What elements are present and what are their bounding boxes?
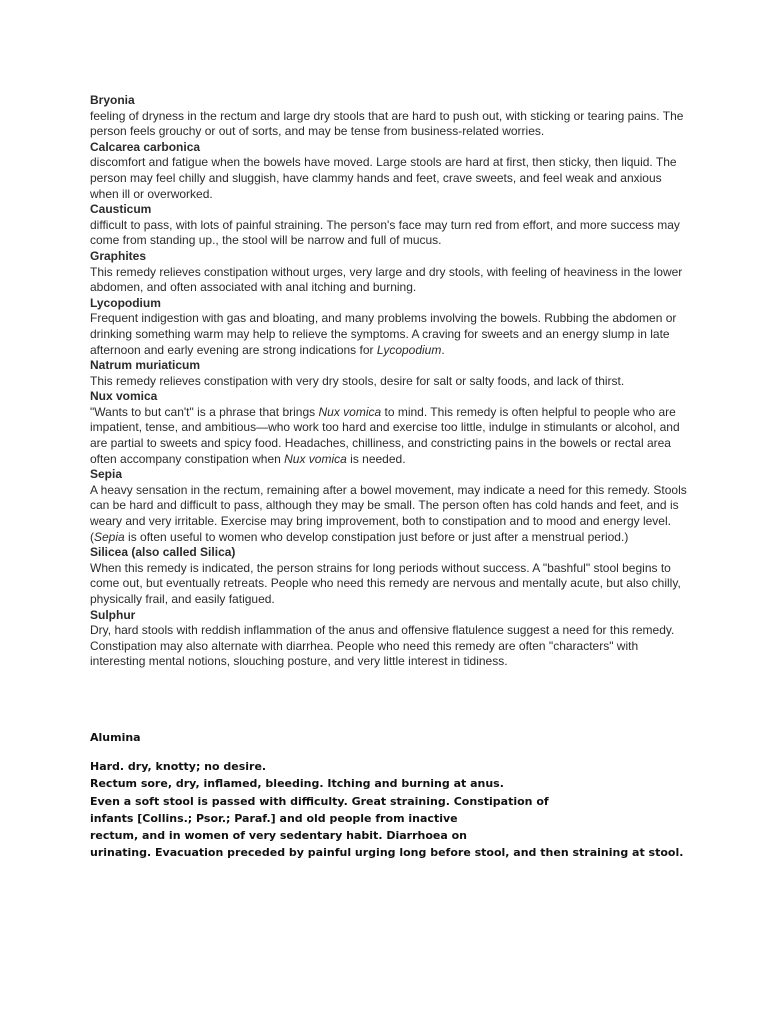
description-text: to mind. This remedy is often helpful to people who are impatient, tense, and ambitious—who work too hard and exercise too little, indulge in stimulants or alcohol, and are partial to sweets and spicy food. Headaches, chilliness, and constricting pains in the bowels or rectal area often accompany constipation when	[90, 404, 680, 466]
remedy-description: Dry, hard stools with reddish inflammation of the anus and offensive flatulence suggest a need for this remedy. Constipation may also alternate with diarrhea. People who need this remedy are often "characters" with interesting mental notions, slouching posture, and very little interest in tidiness.	[90, 623, 675, 669]
description-text: "Wants to but can't" is a phrase that brings	[90, 404, 319, 419]
remedy-name: Graphites	[90, 248, 147, 263]
alumina-line: Hard. dry, knotty; no desire.	[90, 760, 267, 773]
remedy-description: When this remedy is indicated, the person strains for long periods without success. A "bashful" stool begins to come out, but eventually retreats. People who need this remedy are nervous and mentally acute, but also chilly, physically frail, and easily fatigued.	[90, 560, 681, 606]
remedy-name-italic: Nux vomica	[284, 451, 347, 466]
remedy-name-italic: Sepia	[94, 529, 125, 544]
remedy-description	[90, 405, 690, 467]
remedy-entry-causticum	[90, 202, 690, 249]
remedy-name: Bryonia	[90, 93, 135, 107]
alumina-line: rectum, and in women of very sedentary habit. Diarrhoea on	[90, 829, 467, 843]
remedy-name: Causticum	[90, 202, 152, 217]
alumina-line: Even a soft stool is passed with difficulty. Great straining. Constipation of	[90, 794, 549, 808]
remedy-entry-sulphur	[90, 608, 690, 670]
remedy-entry-sepia	[90, 467, 690, 545]
alumina-line: infants [Collins.; Psor.; Paraf.] and old people from inactive	[90, 811, 458, 825]
description-text: .	[441, 342, 445, 357]
remedy-name: Nux vomica	[90, 389, 158, 404]
remedy-name: Calcarea carbonica	[90, 139, 201, 154]
remedy-entry-bryonia	[90, 93, 690, 140]
description-text: is often useful to women who develop constipation just before or just after a menstrual period.)	[124, 529, 629, 544]
remedy-description: discomfort and fatigue when the bowels have moved. Large stools are hard at first, then sticky, then liquid. The person may feel chilly and sluggish, have clammy hands and feet, crave sweets, and feel weak and anxious when ill or overworked.	[90, 155, 677, 201]
remedy-entry-lycopodium	[90, 296, 690, 358]
remedy-name: Natrum muriaticum	[90, 358, 201, 373]
remedy-name: Silicea (also called Silica)	[90, 545, 236, 560]
description-text: is needed.	[346, 451, 406, 466]
description-text: Frequent indigestion with gas and bloating, and many problems involving the bowels. Rubbing the abdomen or drinking something warm may help to relieve the symptoms. A craving for sweets and an energy slump in late afternoon and early evening are strong indications for	[90, 311, 677, 357]
remedy-name: Lycopodium	[90, 295, 161, 310]
alumina-heading: Alumina	[90, 731, 141, 744]
remedy-description: This remedy relieves constipation without urges, very large and dry stools, with feeling of heaviness in the lower abdomen, and often associated with anal itching and burning.	[90, 264, 683, 295]
remedy-entry-calcarea-carbonica	[90, 140, 690, 202]
remedy-entry-natrum-muriaticum	[90, 358, 690, 389]
remedy-list	[90, 93, 690, 670]
remedy-name-italic: Nux vomica	[318, 404, 382, 419]
description-text: A heavy sensation in the rectum, remaining after a bowel movement, may indicate a need for this remedy. Stools can be hard and difficult to pass, although they may be small. The person often has cold hands and feet, and is weary and very irritable. Exercise may bring improvement, both to constipation and to mood and energy level. (	[90, 482, 687, 544]
alumina-line: Rectum sore, dry, inflamed, bleeding. Itching and burning at anus.	[90, 777, 504, 791]
remedy-entry-graphites	[90, 249, 690, 296]
remedy-description: feeling of dryness in the rectum and large dry stools that are hard to push out, with sticking or tearing pains. The person feels grouchy or out of sorts, and may be tense from business-related worries.	[90, 108, 684, 139]
remedy-name: Sepia	[90, 467, 123, 482]
remedy-entry-silicea	[90, 545, 690, 607]
remedy-name-italic: Lycopodium	[376, 342, 442, 357]
remedy-description: difficult to pass, with lots of painful straining. The person's face may turn red from effort, and more success may come from standing up., the stool will be narrow and full of mucus.	[90, 217, 680, 248]
remedy-name: Sulphur	[90, 607, 136, 622]
alumina-section	[90, 731, 690, 862]
alumina-line: urinating. Evacuation preceded by painful urging long before stool, and then straining at stool.	[90, 846, 684, 860]
remedy-description	[90, 483, 690, 545]
remedy-entry-nux-vomica	[90, 389, 690, 467]
remedy-description	[90, 311, 690, 358]
remedy-description: This remedy relieves constipation with very dry stools, desire for salt or salty foods, and lack of thirst.	[90, 373, 625, 388]
